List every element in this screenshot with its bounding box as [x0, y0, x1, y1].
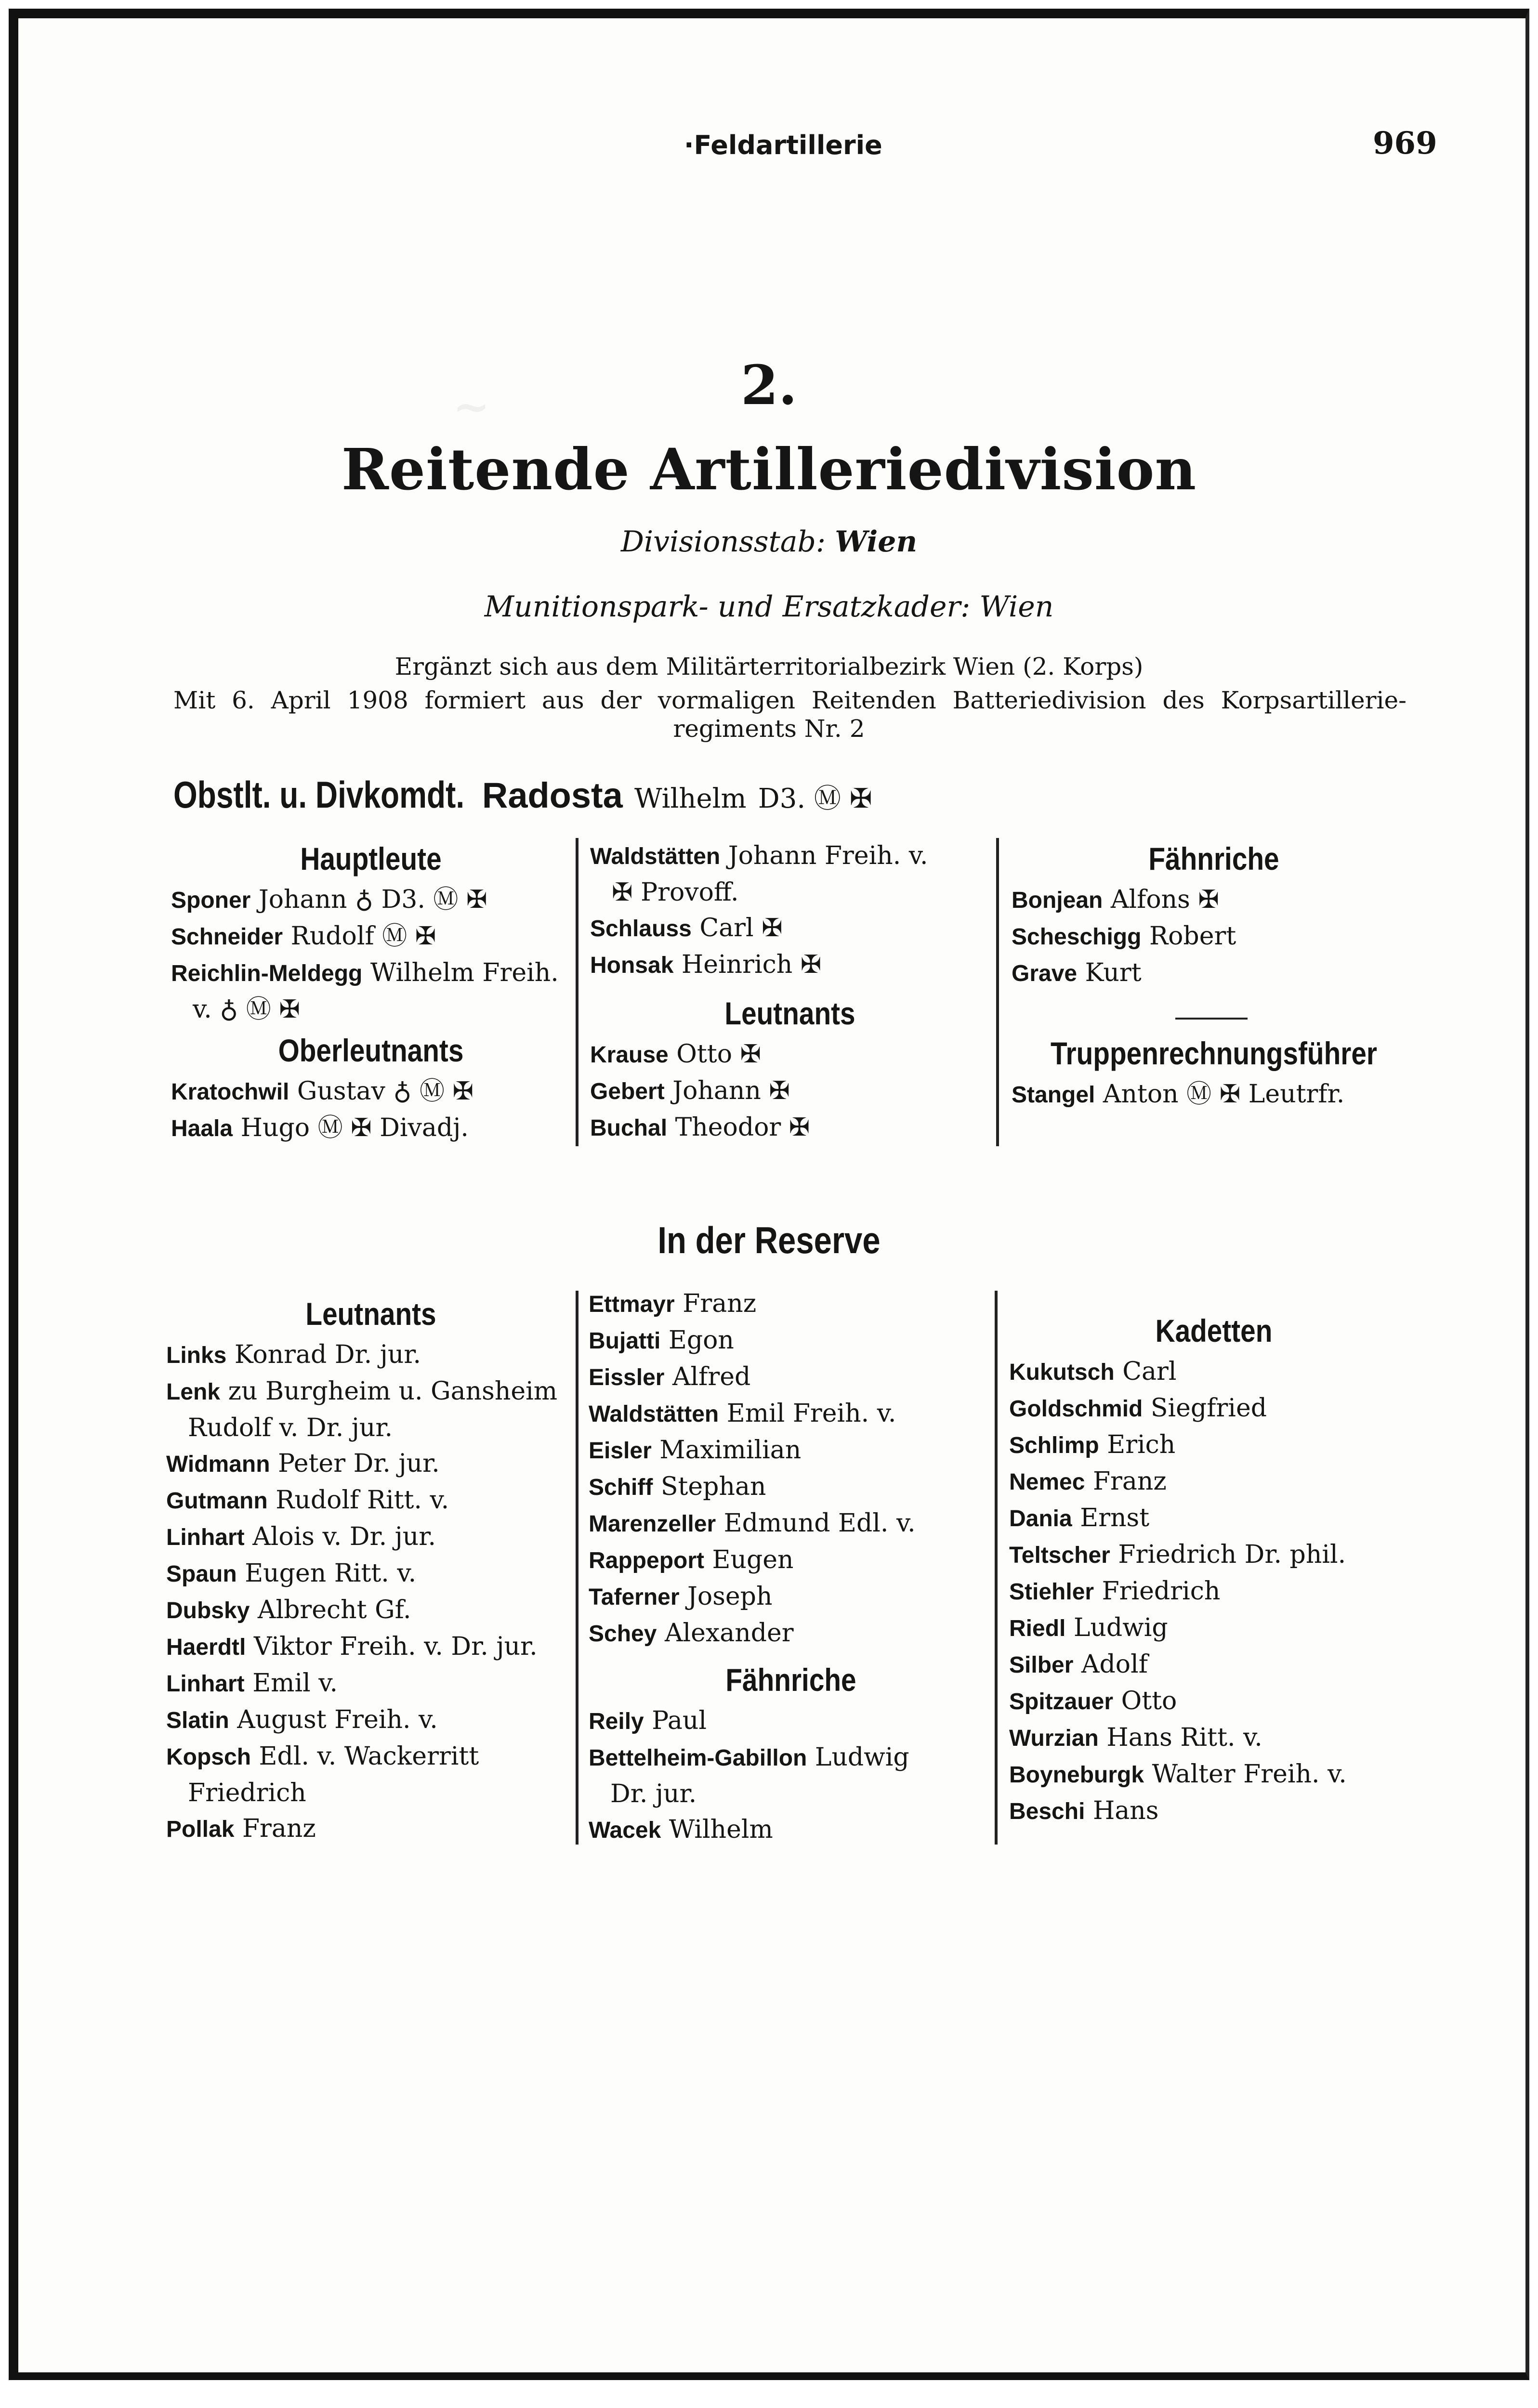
reserve-heading: In der Reserve [657, 1219, 881, 1261]
list-item: Reily Paul [589, 1706, 707, 1735]
list-item: Rappeport Eugen [589, 1545, 794, 1574]
formation-note-cont: regiments Nr. 2 [673, 715, 865, 743]
short-rule [1175, 1018, 1248, 1020]
list-item: Gutmann Rudolf Ritt. v. [166, 1486, 449, 1515]
commander-line [173, 773, 872, 817]
column-rule [576, 838, 578, 1146]
list-item: Haerdtl Viktor Freih. v. Dr. jur. [166, 1632, 538, 1661]
list-item: Waldstätten Johann Freih. v. [590, 841, 928, 870]
list-item: Links Konrad Dr. jur. [166, 1340, 421, 1369]
reserve-col3 [1009, 1308, 1419, 1830]
list-item: Wacek Wilhelm [589, 1815, 773, 1844]
list-item: Taferner Joseph [589, 1582, 773, 1611]
active-col2 [590, 838, 990, 1146]
list-item: Haala Hugo Ⓜ ✠ Divadj. [171, 1113, 469, 1142]
list-item: Boyneburgk Walter Freih. v. [1009, 1760, 1347, 1789]
list-item: Bettelheim-Gabillon Ludwig [589, 1743, 909, 1772]
list-item: Riedl Ludwig [1009, 1613, 1168, 1642]
list-item: Schiff Stephan [589, 1472, 766, 1501]
list-item: Kukutsch Carl [1009, 1357, 1177, 1386]
staff-line [0, 525, 1538, 559]
list-item: Eisler Maximilian [589, 1436, 802, 1465]
list-item: Wurzian Hans Ritt. v. [1009, 1723, 1262, 1752]
heading-reserve-faehnriche: Fähnriche [725, 1662, 856, 1698]
heading-faehnriche: Fähnriche [1148, 841, 1279, 877]
list-item: Kratochwil Gustav ♁ Ⓜ ✠ [171, 1077, 474, 1106]
list-item: Scheschigg Robert [1012, 922, 1236, 951]
formation-note: Mit 6. April 1908 formiert aus der vormaligen Reitenden Batteriedivision des Korpsartillerie- [173, 686, 1407, 714]
list-item: Schey Alexander [589, 1619, 794, 1648]
staff-location: Wien [835, 525, 918, 559]
list-item: Linhart Alois v. Dr. jur. [166, 1522, 436, 1551]
list-item: Bonjean Alfons ✠ [1012, 885, 1219, 914]
list-item: Krause Otto ✠ [590, 1040, 762, 1069]
page-number: 969 [1373, 125, 1437, 161]
list-item: Slatin August Freih. v. [166, 1705, 438, 1734]
column-rule [996, 838, 999, 1146]
list-item: Bujatti Egon [589, 1326, 734, 1355]
list-item: Lenk zu Burgheim u. Gansheim [166, 1377, 558, 1406]
list-item: Kopsch Edl. v. Wackerritt [166, 1742, 479, 1771]
commander-decorations: D3. Ⓜ ✠ [758, 783, 872, 814]
heading-truppenrechnungsfuehrer: Truppenrechnungsführer [1050, 1035, 1378, 1071]
list-item: Ettmayr Franz [589, 1289, 757, 1318]
list-item: Pollak Franz [166, 1814, 316, 1843]
list-item: Dania Ernst [1009, 1504, 1150, 1532]
list-item: Reichlin-Meldegg Wilhelm Freih. [171, 958, 559, 987]
list-item: Rudolf v. Dr. jur. [188, 1413, 393, 1442]
list-item: Nemec Franz [1009, 1467, 1167, 1496]
recruitment-note: Ergänzt sich aus dem Militärterritorialbezirk Wien (2. Korps) [394, 653, 1144, 681]
active-col1 [171, 836, 571, 1147]
list-item: Widmann Peter Dr. jur. [166, 1449, 440, 1478]
list-item: Grave Kurt [1012, 958, 1142, 987]
list-item: Spaun Eugen Ritt. v. [166, 1559, 417, 1588]
list-item: Schneider Rudolf Ⓜ ✠ [171, 922, 436, 951]
list-item: Marenzeller Edmund Edl. v. [589, 1509, 916, 1538]
list-item: Gebert Johann ✠ [590, 1076, 790, 1105]
list-item: Sponer Johann ♁ D3. Ⓜ ✠ [171, 885, 487, 914]
heading-leutnants: Leutnants [724, 995, 855, 1031]
list-item: Teltscher Friedrich Dr. phil. [1009, 1540, 1346, 1569]
heading-oberleutnants: Oberleutnants [278, 1033, 464, 1068]
column-rule [995, 1291, 998, 1845]
list-item: Goldschmid Siegfried [1009, 1394, 1267, 1423]
list-item: Dubsky Albrecht Gf. [166, 1596, 411, 1624]
list-item: Stangel Anton Ⓜ ✠ Leutrfr. [1012, 1080, 1345, 1109]
list-item: Beschi Hans [1009, 1796, 1159, 1825]
column-rule [576, 1291, 578, 1845]
munitions-line: Munitionspark- und Ersatzkader: Wien [484, 590, 1054, 624]
list-item: Buchal Theodor ✠ [590, 1113, 810, 1142]
list-item: Spitzauer Otto [1009, 1687, 1177, 1715]
heading-hauptleute: Hauptleute [300, 841, 442, 877]
list-item: Friedrich [188, 1779, 306, 1807]
list-item: Linhart Emil v. [166, 1669, 338, 1698]
list-item: Schlimp Erich [1009, 1430, 1176, 1459]
staff-label: Divisionsstab: [620, 525, 826, 559]
bleed-through: ~ [453, 380, 490, 432]
reserve-col2 [589, 1286, 993, 1848]
reserve-col1 [166, 1291, 576, 1847]
commander-rank: Obstlt. u. Divkomdt. [173, 773, 465, 816]
heading-reserve-leutnants: Leutnants [305, 1296, 436, 1332]
commander-surname: Radosta [482, 775, 623, 815]
list-item: Silber Adolf [1009, 1650, 1148, 1679]
list-item: ✠ Provoff. [612, 878, 739, 907]
list-item: Schlauss Carl ✠ [590, 914, 783, 942]
unit-number: 2. [741, 354, 797, 417]
list-item: Dr. jur. [610, 1780, 697, 1808]
commander-firstname: Wilhelm [634, 783, 747, 814]
list-item: Stiehler Friedrich [1009, 1577, 1221, 1606]
list-item: Eissler Alfred [589, 1362, 751, 1391]
unit-title: Reitende Artilleriedivision [341, 436, 1197, 503]
list-item: v. ♁ Ⓜ ✠ [193, 995, 300, 1024]
active-col3 [1012, 836, 1416, 1113]
heading-kadetten: Kadetten [1155, 1313, 1273, 1348]
running-header: ·Feldartillerie [684, 130, 882, 160]
list-item: Honsak Heinrich ✠ [590, 950, 822, 979]
list-item: Waldstätten Emil Freih. v. [589, 1399, 896, 1428]
